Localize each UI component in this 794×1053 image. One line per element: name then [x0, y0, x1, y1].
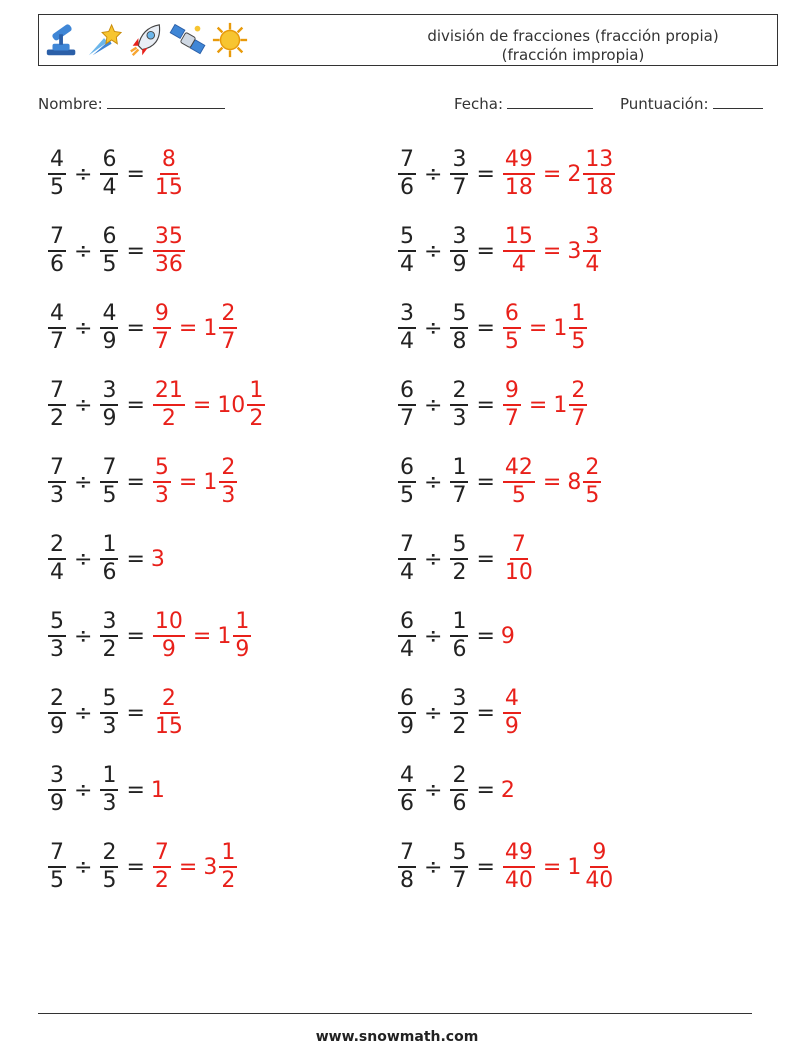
divisor-fraction	[100, 532, 118, 586]
answer-whole: 9	[500, 623, 515, 649]
answer-fraction	[503, 532, 535, 586]
answer-fraction	[153, 378, 185, 432]
divisor-fraction	[100, 378, 118, 432]
denominator: 8	[400, 868, 414, 893]
divisor-fraction	[450, 224, 468, 278]
numerator: 7	[398, 147, 416, 175]
divide-sign: ÷	[74, 238, 93, 264]
answer-equals-sign: =	[528, 315, 548, 341]
dividend-fraction	[48, 147, 66, 201]
divisor-fraction	[450, 686, 468, 740]
numerator: 9	[153, 301, 171, 329]
numerator: 2	[450, 378, 468, 406]
denominator: 5	[102, 868, 117, 893]
problem-item	[396, 528, 537, 590]
numerator: 42	[503, 455, 535, 483]
answer-whole: 2	[500, 777, 515, 803]
denominator: 9	[504, 714, 519, 739]
dividend-fraction	[398, 840, 416, 894]
numerator: 3	[450, 686, 468, 714]
numerator: 6	[100, 147, 118, 175]
equals-sign: =	[476, 854, 495, 880]
dividend-fraction	[48, 301, 66, 355]
dividend-fraction	[398, 224, 416, 278]
numerator: 3	[450, 224, 468, 252]
problem-item	[46, 143, 187, 205]
mixed-whole-part: 2	[567, 161, 582, 187]
divide-sign: ÷	[424, 469, 443, 495]
denominator: 2	[154, 868, 169, 893]
answer-fraction	[153, 147, 185, 201]
numerator: 8	[160, 147, 178, 175]
problem-item	[46, 220, 187, 282]
denominator: 4	[50, 560, 64, 585]
denominator: 3	[50, 483, 64, 508]
denominator: 3	[221, 483, 236, 508]
divide-sign: ÷	[424, 315, 443, 341]
divide-sign: ÷	[74, 623, 93, 649]
denominator: 7	[504, 406, 519, 431]
numerator: 10	[153, 609, 185, 637]
numerator: 7	[48, 840, 66, 868]
mixed-fraction-part	[233, 609, 251, 663]
numerator: 2	[48, 686, 66, 714]
divisor-fraction	[450, 147, 468, 201]
problem-item	[396, 759, 515, 821]
answer-whole: 3	[150, 546, 165, 572]
numerator: 9	[503, 378, 521, 406]
denominator: 5	[50, 175, 64, 200]
equals-sign: =	[476, 238, 495, 264]
divisor-fraction	[450, 763, 468, 817]
answer-fraction	[503, 455, 535, 509]
numerator: 6	[398, 609, 416, 637]
numerator: 1	[450, 455, 468, 483]
name-label: Nombre:	[38, 95, 103, 113]
denominator: 5	[102, 252, 117, 277]
problem-item	[396, 682, 523, 744]
title-line-1: división de fracciones (fracción propia)	[427, 27, 719, 45]
denominator: 7	[221, 329, 236, 354]
numerator: 2	[100, 840, 118, 868]
numerator: 1	[569, 301, 587, 329]
numerator: 15	[503, 224, 535, 252]
numerator: 5	[398, 224, 416, 252]
divisor-fraction	[100, 763, 118, 817]
dividend-fraction	[48, 224, 66, 278]
denominator: 4	[511, 252, 526, 277]
divide-sign: ÷	[74, 700, 93, 726]
equals-sign: =	[126, 777, 145, 803]
answer-fraction	[503, 686, 521, 740]
denominator: 4	[400, 560, 414, 585]
problem-item	[46, 374, 267, 436]
mixed-whole-part: 1	[203, 469, 218, 495]
denominator: 7	[400, 406, 414, 431]
equals-sign: =	[126, 854, 145, 880]
numerator: 7	[510, 532, 528, 560]
equals-sign: =	[126, 315, 145, 341]
answer-fraction	[503, 378, 521, 432]
answer-fraction	[153, 609, 185, 663]
denominator: 2	[249, 406, 264, 431]
numerator: 6	[100, 224, 118, 252]
numerator: 13	[583, 147, 615, 175]
dividend-fraction	[398, 686, 416, 740]
denominator: 18	[585, 175, 614, 200]
divide-sign: ÷	[424, 854, 443, 880]
footer-divider	[38, 1013, 752, 1014]
numerator: 7	[48, 224, 66, 252]
equals-sign: =	[126, 392, 145, 418]
numerator: 4	[48, 301, 66, 329]
numerator: 7	[398, 532, 416, 560]
problem-item	[46, 605, 253, 667]
divide-sign: ÷	[424, 777, 443, 803]
equals-sign: =	[126, 161, 145, 187]
divisor-fraction	[450, 609, 468, 663]
dividend-fraction	[398, 301, 416, 355]
divide-sign: ÷	[424, 161, 443, 187]
denominator: 36	[154, 252, 183, 277]
denominator: 15	[154, 714, 183, 739]
numerator: 2	[219, 455, 237, 483]
numerator: 4	[48, 147, 66, 175]
answer-equals-sign: =	[542, 854, 562, 880]
problem-item	[46, 528, 165, 590]
answer-equals-sign: =	[542, 469, 562, 495]
denominator: 15	[154, 175, 183, 200]
answer-equals-sign: =	[528, 392, 548, 418]
denominator: 7	[154, 329, 169, 354]
denominator: 3	[102, 714, 117, 739]
problem-item	[396, 143, 617, 205]
numerator: 3	[100, 378, 118, 406]
numerator: 5	[153, 455, 171, 483]
denominator: 7	[571, 406, 586, 431]
numerator: 3	[583, 224, 601, 252]
denominator: 6	[400, 175, 414, 200]
denominator: 7	[50, 329, 64, 354]
divisor-fraction	[100, 686, 118, 740]
denominator: 3	[102, 791, 117, 816]
numerator: 35	[153, 224, 185, 252]
numerator: 7	[48, 378, 66, 406]
numerator: 7	[48, 455, 66, 483]
mixed-whole-part: 1	[203, 315, 218, 341]
answer-whole: 1	[150, 777, 165, 803]
mixed-fraction-part	[583, 455, 601, 509]
mixed-fraction-part	[219, 301, 237, 355]
answer-fraction	[153, 301, 171, 355]
numerator: 2	[48, 532, 66, 560]
denominator: 7	[452, 175, 467, 200]
denominator: 9	[50, 714, 64, 739]
denominator: 9	[50, 791, 64, 816]
mixed-whole-part: 1	[553, 315, 568, 341]
denominator: 6	[452, 791, 467, 816]
answer-fraction	[153, 840, 171, 894]
numerator: 49	[503, 840, 535, 868]
denominator: 2	[452, 714, 467, 739]
numerator: 2	[219, 301, 237, 329]
denominator: 18	[504, 175, 533, 200]
numerator: 5	[48, 609, 66, 637]
equals-sign: =	[476, 700, 495, 726]
numerator: 6	[503, 301, 521, 329]
denominator: 5	[102, 483, 117, 508]
denominator: 4	[400, 637, 414, 662]
equals-sign: =	[476, 161, 495, 187]
divide-sign: ÷	[74, 392, 93, 418]
problem-item	[46, 451, 239, 513]
denominator: 5	[585, 483, 600, 508]
denominator: 10	[504, 560, 533, 585]
denominator: 40	[504, 868, 533, 893]
divisor-fraction	[450, 455, 468, 509]
dividend-fraction	[398, 455, 416, 509]
equals-sign: =	[126, 623, 145, 649]
numerator: 5	[450, 301, 468, 329]
numerator: 3	[450, 147, 468, 175]
answer-fraction	[153, 224, 185, 278]
problem-item	[396, 605, 515, 667]
equals-sign: =	[476, 623, 495, 649]
date-label: Fecha:	[454, 95, 504, 113]
denominator: 9	[400, 714, 414, 739]
numerator: 7	[100, 455, 118, 483]
denominator: 9	[102, 329, 117, 354]
divisor-fraction	[450, 301, 468, 355]
numerator: 1	[247, 378, 265, 406]
answer-fraction	[503, 147, 535, 201]
mixed-fraction-part	[583, 147, 615, 201]
divide-sign: ÷	[424, 623, 443, 649]
denominator: 9	[161, 637, 176, 662]
divisor-fraction	[100, 224, 118, 278]
dividend-fraction	[398, 378, 416, 432]
denominator: 2	[221, 868, 236, 893]
numerator: 5	[450, 840, 468, 868]
dividend-fraction	[48, 532, 66, 586]
denominator: 9	[235, 637, 250, 662]
divide-sign: ÷	[74, 161, 93, 187]
denominator: 6	[50, 252, 64, 277]
dividend-fraction	[398, 609, 416, 663]
denominator: 5	[504, 329, 519, 354]
numerator: 2	[450, 763, 468, 791]
problem-item	[396, 374, 589, 436]
numerator: 1	[450, 609, 468, 637]
mixed-fraction-part	[569, 378, 587, 432]
denominator: 5	[50, 868, 64, 893]
problem-item	[46, 836, 239, 898]
dividend-fraction	[48, 686, 66, 740]
divisor-fraction	[100, 147, 118, 201]
denominator: 8	[452, 329, 467, 354]
numerator: 9	[590, 840, 608, 868]
numerator: 1	[233, 609, 251, 637]
mixed-whole-part: 1	[217, 623, 232, 649]
divide-sign: ÷	[74, 546, 93, 572]
denominator: 4	[102, 175, 117, 200]
numerator: 7	[398, 840, 416, 868]
title-line-2: (fracción impropia)	[501, 46, 645, 64]
footer-url: www.snowmath.com	[315, 1029, 479, 1045]
denominator: 7	[452, 483, 467, 508]
denominator: 4	[585, 252, 600, 277]
equals-sign: =	[126, 238, 145, 264]
mixed-whole-part: 10	[217, 392, 246, 418]
denominator: 4	[400, 252, 414, 277]
score-label: Puntuación:	[620, 95, 709, 113]
denominator: 4	[400, 329, 414, 354]
numerator: 3	[398, 301, 416, 329]
divide-sign: ÷	[74, 777, 93, 803]
numerator: 21	[153, 378, 185, 406]
denominator: 2	[452, 560, 467, 585]
answer-equals-sign: =	[178, 854, 198, 880]
numerator: 1	[219, 840, 237, 868]
answer-equals-sign: =	[178, 469, 198, 495]
denominator: 5	[511, 483, 526, 508]
problem-item	[46, 682, 187, 744]
problem-item	[46, 759, 165, 821]
numerator: 4	[100, 301, 118, 329]
dividend-fraction	[398, 147, 416, 201]
divide-sign: ÷	[424, 238, 443, 264]
problem-item	[46, 297, 239, 359]
divisor-fraction	[100, 609, 118, 663]
equals-sign: =	[476, 392, 495, 418]
numerator: 5	[450, 532, 468, 560]
mixed-whole-part: 8	[567, 469, 582, 495]
numerator: 4	[503, 686, 521, 714]
divisor-fraction	[100, 301, 118, 355]
mixed-fraction-part	[583, 224, 601, 278]
numerator: 7	[153, 840, 171, 868]
answer-fraction	[153, 686, 185, 740]
answer-fraction	[503, 301, 521, 355]
equals-sign: =	[126, 469, 145, 495]
dividend-fraction	[48, 378, 66, 432]
answer-equals-sign: =	[192, 623, 212, 649]
equals-sign: =	[126, 546, 145, 572]
denominator: 9	[102, 406, 117, 431]
divide-sign: ÷	[424, 392, 443, 418]
numerator: 3	[100, 609, 118, 637]
divide-sign: ÷	[424, 546, 443, 572]
mixed-whole-part: 3	[567, 238, 582, 264]
denominator: 2	[102, 637, 117, 662]
mixed-fraction-part	[583, 840, 615, 894]
dividend-fraction	[48, 455, 66, 509]
answer-equals-sign: =	[178, 315, 198, 341]
numerator: 6	[398, 378, 416, 406]
mixed-whole-part: 3	[203, 854, 218, 880]
divisor-fraction	[450, 532, 468, 586]
denominator: 9	[452, 252, 467, 277]
equals-sign: =	[476, 315, 495, 341]
denominator: 6	[452, 637, 467, 662]
dividend-fraction	[48, 609, 66, 663]
numerator: 4	[398, 763, 416, 791]
equals-sign: =	[126, 700, 145, 726]
problem-item	[396, 451, 603, 513]
mixed-fraction-part	[219, 455, 237, 509]
equals-sign: =	[476, 469, 495, 495]
answer-fraction	[503, 224, 535, 278]
divide-sign: ÷	[424, 700, 443, 726]
divide-sign: ÷	[74, 854, 93, 880]
denominator: 3	[452, 406, 467, 431]
numerator: 6	[398, 455, 416, 483]
divisor-fraction	[450, 840, 468, 894]
denominator: 6	[400, 791, 414, 816]
answer-equals-sign: =	[542, 161, 562, 187]
problem-item	[396, 836, 617, 898]
denominator: 7	[452, 868, 467, 893]
divide-sign: ÷	[74, 469, 93, 495]
equals-sign: =	[476, 777, 495, 803]
answer-fraction	[503, 840, 535, 894]
denominator: 5	[400, 483, 414, 508]
answer-equals-sign: =	[192, 392, 212, 418]
denominator: 2	[161, 406, 176, 431]
equals-sign: =	[476, 546, 495, 572]
denominator: 40	[585, 868, 614, 893]
denominator: 3	[154, 483, 169, 508]
divide-sign: ÷	[74, 315, 93, 341]
mixed-fraction-part	[247, 378, 265, 432]
numerator: 3	[48, 763, 66, 791]
divisor-fraction	[450, 378, 468, 432]
answer-equals-sign: =	[542, 238, 562, 264]
numerator: 1	[100, 532, 118, 560]
numerator: 1	[100, 763, 118, 791]
denominator: 5	[571, 329, 586, 354]
divisor-fraction	[100, 455, 118, 509]
mixed-fraction-part	[219, 840, 237, 894]
numerator: 2	[583, 455, 601, 483]
answer-fraction	[153, 455, 171, 509]
denominator: 2	[50, 406, 64, 431]
mixed-whole-part: 1	[567, 854, 582, 880]
numerator: 49	[503, 147, 535, 175]
problem-item	[396, 297, 589, 359]
mixed-fraction-part	[569, 301, 587, 355]
numerator: 5	[100, 686, 118, 714]
dividend-fraction	[48, 763, 66, 817]
numerator: 2	[569, 378, 587, 406]
divisor-fraction	[100, 840, 118, 894]
dividend-fraction	[398, 532, 416, 586]
mixed-whole-part: 1	[553, 392, 568, 418]
numerator: 6	[398, 686, 416, 714]
dividend-fraction	[48, 840, 66, 894]
dividend-fraction	[398, 763, 416, 817]
problem-item	[396, 220, 603, 282]
numerator: 2	[160, 686, 178, 714]
denominator: 3	[50, 637, 64, 662]
denominator: 6	[102, 560, 117, 585]
